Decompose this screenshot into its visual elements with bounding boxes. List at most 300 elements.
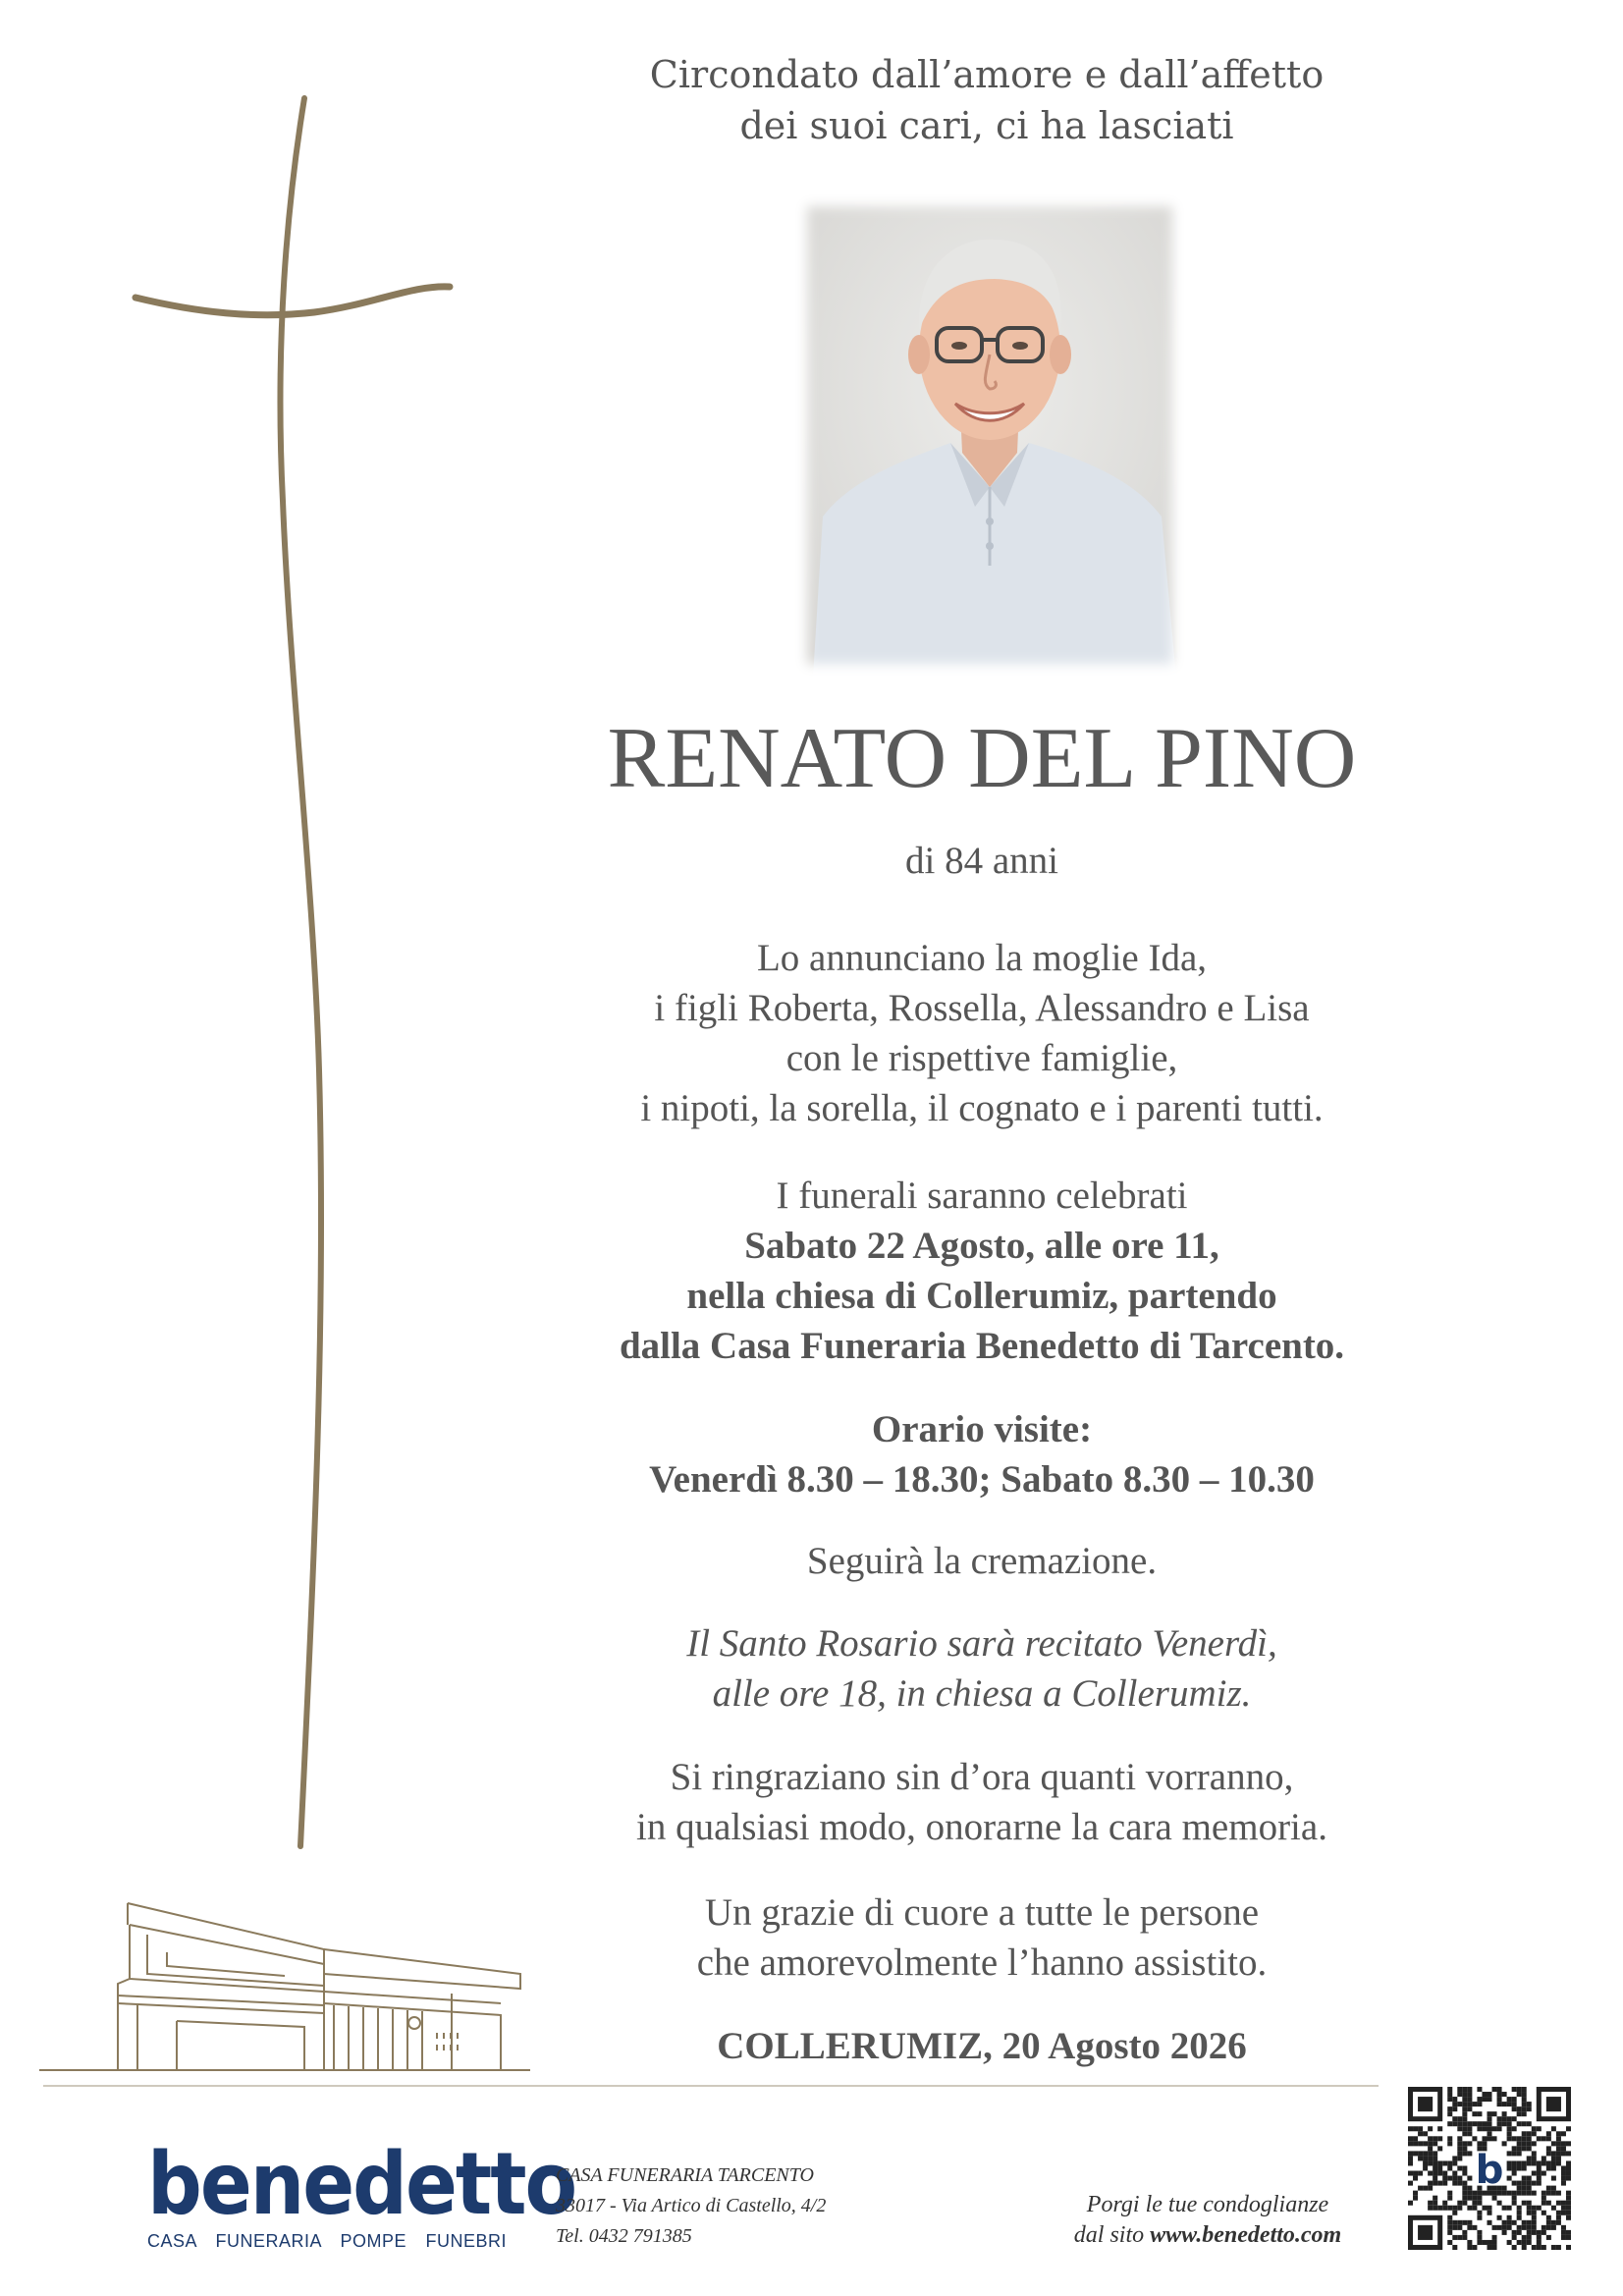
- qr-module: [1462, 2235, 1467, 2240]
- qr-module: [1512, 2136, 1517, 2141]
- qr-module: [1447, 2136, 1452, 2141]
- qr-module: [1522, 2102, 1527, 2106]
- qr-module: [1551, 2151, 1556, 2156]
- qr-module: [1542, 2196, 1546, 2201]
- qr-module: [1522, 2245, 1527, 2250]
- qr-module: [1517, 2160, 1522, 2165]
- qr-module: [1452, 2206, 1457, 2211]
- qr-module: [1546, 2160, 1551, 2165]
- qr-module: [1527, 2225, 1532, 2230]
- address-street: 33017 - Via Artico di Castello, 4/2: [556, 2195, 827, 2216]
- qr-module: [1566, 2245, 1571, 2250]
- qr-module: [1462, 2126, 1467, 2131]
- qr-module: [1542, 2171, 1546, 2176]
- qr-module: [1512, 2106, 1517, 2111]
- qr-center-logo: b: [1475, 2148, 1504, 2194]
- qr-module: [1566, 2151, 1571, 2156]
- qr-module: [1477, 2235, 1482, 2240]
- qr-module: [1507, 2206, 1512, 2211]
- intro-line: dei suoi cari, ci ha lasciati: [739, 104, 1234, 147]
- gratitude-line: Un grazie di cuore a tutte le persone: [704, 1891, 1260, 1934]
- qr-module: [1537, 2136, 1542, 2141]
- qr-module: [1462, 2201, 1467, 2206]
- qr-module: [1537, 2230, 1542, 2235]
- qr-module: [1482, 2126, 1487, 2131]
- qr-module: [1561, 2131, 1566, 2136]
- qr-module: [1517, 2165, 1522, 2170]
- qr-module: [1492, 2087, 1497, 2092]
- qr-module: [1527, 2201, 1532, 2206]
- qr-module: [1566, 2196, 1571, 2201]
- qr-module: [1512, 2087, 1517, 2092]
- qr-module: [1418, 2151, 1423, 2156]
- intro-line: Circondato dall’amore e dall’affetto: [649, 53, 1325, 96]
- qr-module: [1527, 2141, 1532, 2146]
- qr-module: [1447, 2092, 1452, 2097]
- qr-module: [1497, 2102, 1502, 2106]
- qr-module: [1522, 2235, 1527, 2240]
- qr-module: [1527, 2121, 1532, 2126]
- qr-module: [1522, 2141, 1527, 2146]
- qr-module: [1512, 2097, 1517, 2102]
- qr-module: [1457, 2201, 1462, 2206]
- qr-module: [1527, 2230, 1532, 2235]
- qr-module: [1551, 2160, 1556, 2165]
- qr-module: [1561, 2211, 1566, 2215]
- qr-module: [1532, 2211, 1537, 2215]
- qr-module: [1561, 2201, 1566, 2206]
- qr-module: [1472, 2196, 1477, 2201]
- funeral-details: [491, 1171, 1473, 1371]
- qr-module: [1537, 2245, 1542, 2250]
- qr-module: [1482, 2240, 1487, 2245]
- qr-module: [1537, 2181, 1542, 2186]
- qr-module: [1437, 2126, 1442, 2131]
- qr-module: [1532, 2151, 1537, 2156]
- qr-module: [1512, 2230, 1517, 2235]
- qr-module: [1428, 2141, 1433, 2146]
- qr-module: [1546, 2165, 1551, 2170]
- qr-module: [1487, 2245, 1491, 2250]
- qr-module: [1527, 2106, 1532, 2111]
- qr-module: [1452, 2116, 1457, 2121]
- qr-module: [1532, 2230, 1537, 2235]
- qr-module: [1408, 2201, 1413, 2206]
- qr-module: [1462, 2087, 1467, 2092]
- address-phone[interactable]: Tel. 0432 791385: [556, 2225, 692, 2247]
- condolences-line: Porgi le tue condoglianze: [1086, 2192, 1329, 2217]
- qr-module: [1561, 2146, 1566, 2151]
- qr-module: [1507, 2165, 1512, 2170]
- qr-module: [1472, 2111, 1477, 2116]
- qr-module: [1462, 2111, 1467, 2116]
- qr-module: [1418, 2131, 1423, 2136]
- qr-module: [1442, 2201, 1447, 2206]
- qr-module: [1527, 2160, 1532, 2165]
- qr-module: [1546, 2131, 1551, 2136]
- qr-module: [1433, 2201, 1437, 2206]
- qr-module: [1457, 2156, 1462, 2160]
- qr-module: [1477, 2126, 1482, 2131]
- qr-module: [1457, 2126, 1462, 2131]
- qr-finder: [1418, 2225, 1433, 2240]
- funeral-departure: dalla Casa Funeraria Benedetto di Tarcento.: [619, 1325, 1345, 1367]
- qr-module: [1447, 2165, 1452, 2170]
- qr-module: [1527, 2146, 1532, 2151]
- qr-module: [1532, 2131, 1537, 2136]
- qr-module: [1462, 2165, 1467, 2170]
- qr-module: [1507, 2240, 1512, 2245]
- qr-module: [1551, 2225, 1556, 2230]
- benedetto-logo: [147, 2135, 576, 2252]
- qr-module: [1487, 2126, 1491, 2131]
- qr-module: [1512, 2201, 1517, 2206]
- qr-module: [1452, 2225, 1457, 2230]
- logo-subtitle: CASA FUNERARIA POMPE FUNEBRI: [147, 2231, 508, 2251]
- qr-module: [1472, 2245, 1477, 2250]
- qr-module: [1542, 2201, 1546, 2206]
- qr-finder: [1418, 2097, 1433, 2111]
- qr-module: [1542, 2160, 1546, 2165]
- qr-module: [1428, 2136, 1433, 2141]
- qr-module: [1487, 2206, 1491, 2211]
- visiting-hours: [491, 1404, 1473, 1504]
- qr-module: [1413, 2191, 1418, 2196]
- qr-module: [1507, 2191, 1512, 2196]
- qr-module: [1462, 2097, 1467, 2102]
- qr-module: [1566, 2176, 1571, 2181]
- qr-module: [1482, 2206, 1487, 2211]
- qr-module: [1447, 2206, 1452, 2211]
- qr-module: [1556, 2220, 1561, 2225]
- qr-module: [1477, 2087, 1482, 2092]
- cremation-note: Seguirà la cremazione.: [806, 1540, 1158, 1582]
- qr-module: [1546, 2136, 1551, 2141]
- qr-module: [1467, 2131, 1472, 2136]
- qr-module: [1482, 2121, 1487, 2126]
- qr-module: [1537, 2171, 1542, 2176]
- qr-module: [1413, 2151, 1418, 2156]
- qr-module: [1408, 2136, 1413, 2141]
- qr-module: [1457, 2121, 1462, 2126]
- qr-module: [1556, 2201, 1561, 2206]
- qr-module: [1497, 2087, 1502, 2092]
- qr-module: [1433, 2156, 1437, 2160]
- qr-code-icon[interactable]: [1408, 2087, 1571, 2250]
- qr-module: [1551, 2206, 1556, 2211]
- qr-module: [1467, 2206, 1472, 2211]
- qr-module: [1477, 2201, 1482, 2206]
- qr-module: [1546, 2201, 1551, 2206]
- qr-module: [1492, 2111, 1497, 2116]
- qr-module: [1507, 2136, 1512, 2141]
- qr-module: [1532, 2126, 1537, 2131]
- family-line: i nipoti, la sorella, il cognato e i parenti tutti.: [640, 1087, 1324, 1129]
- qr-module: [1502, 2225, 1507, 2230]
- qr-module: [1546, 2191, 1551, 2196]
- qr-module: [1517, 2106, 1522, 2111]
- family-line: Lo annunciano la moglie Ida,: [756, 937, 1208, 979]
- qr-module: [1497, 2097, 1502, 2102]
- qr-module: [1477, 2211, 1482, 2215]
- qr-module: [1447, 2225, 1452, 2230]
- qr-module: [1566, 2171, 1571, 2176]
- qr-module: [1542, 2225, 1546, 2230]
- qr-module: [1418, 2186, 1423, 2191]
- qr-module: [1418, 2126, 1423, 2131]
- qr-module: [1477, 2097, 1482, 2102]
- qr-module: [1492, 2235, 1497, 2240]
- qr-module: [1546, 2215, 1551, 2220]
- qr-module: [1418, 2141, 1423, 2146]
- qr-module: [1462, 2181, 1467, 2186]
- qr-module: [1517, 2087, 1522, 2092]
- qr-module: [1517, 2191, 1522, 2196]
- qr-module: [1507, 2160, 1512, 2165]
- qr-module: [1507, 2151, 1512, 2156]
- website-link[interactable]: www.benedetto.com: [1150, 2222, 1342, 2248]
- qr-module: [1546, 2235, 1551, 2240]
- qr-module: [1527, 2235, 1532, 2240]
- qr-module: [1467, 2102, 1472, 2106]
- qr-module: [1492, 2136, 1497, 2141]
- qr-module: [1408, 2160, 1413, 2165]
- address-name: CASA FUNERARIA TARCENTO: [556, 2164, 814, 2186]
- qr-module: [1433, 2151, 1437, 2156]
- qr-module: [1447, 2240, 1452, 2245]
- qr-module: [1517, 2230, 1522, 2235]
- qr-module: [1462, 2230, 1467, 2235]
- qr-module: [1551, 2126, 1556, 2131]
- qr-module: [1423, 2141, 1428, 2146]
- funeral-home-address: [556, 2160, 826, 2252]
- qr-module: [1462, 2191, 1467, 2196]
- qr-module: [1467, 2176, 1472, 2181]
- qr-module: [1556, 2151, 1561, 2156]
- cross-icon: [118, 88, 471, 1856]
- qr-module: [1433, 2165, 1437, 2170]
- qr-module: [1566, 2206, 1571, 2211]
- qr-module: [1408, 2181, 1413, 2186]
- qr-module: [1556, 2160, 1561, 2165]
- qr-module: [1566, 2235, 1571, 2240]
- qr-module: [1487, 2121, 1491, 2126]
- condolences-prefix: dal sito: [1073, 2222, 1151, 2248]
- qr-module: [1517, 2181, 1522, 2186]
- qr-module: [1522, 2087, 1527, 2092]
- qr-module: [1532, 2156, 1537, 2160]
- qr-module: [1497, 2126, 1502, 2131]
- qr-module: [1512, 2191, 1517, 2196]
- qr-module: [1502, 2230, 1507, 2235]
- qr-module: [1497, 2201, 1502, 2206]
- qr-module: [1452, 2171, 1457, 2176]
- qr-module: [1507, 2097, 1512, 2102]
- qr-module: [1532, 2206, 1537, 2211]
- qr-module: [1452, 2245, 1457, 2250]
- qr-module: [1413, 2171, 1418, 2176]
- qr-module: [1512, 2116, 1517, 2121]
- qr-module: [1502, 2111, 1507, 2116]
- qr-module: [1561, 2171, 1566, 2176]
- qr-module: [1502, 2092, 1507, 2097]
- qr-module: [1512, 2245, 1517, 2250]
- qr-module: [1527, 2220, 1532, 2225]
- visiting-hours-title: Orario visite:: [871, 1408, 1093, 1450]
- condolences-line: [1031, 2220, 1384, 2251]
- qr-module: [1423, 2160, 1428, 2165]
- qr-module: [1561, 2235, 1566, 2240]
- qr-module: [1433, 2206, 1437, 2211]
- qr-module: [1457, 2225, 1462, 2230]
- qr-module: [1462, 2092, 1467, 2097]
- qr-module: [1423, 2165, 1428, 2170]
- qr-module: [1502, 2121, 1507, 2126]
- qr-module: [1477, 2230, 1482, 2235]
- qr-module: [1522, 2136, 1527, 2141]
- qr-module: [1537, 2176, 1542, 2181]
- qr-module: [1512, 2165, 1517, 2170]
- qr-module: [1423, 2151, 1428, 2156]
- qr-module: [1542, 2211, 1546, 2215]
- family-line: con le rispettive famiglie,: [785, 1037, 1178, 1079]
- qr-module: [1408, 2141, 1413, 2146]
- qr-finder: [1546, 2097, 1561, 2111]
- qr-module: [1433, 2160, 1437, 2165]
- qr-module: [1433, 2171, 1437, 2176]
- qr-module: [1551, 2141, 1556, 2146]
- qr-module: [1462, 2102, 1467, 2106]
- qr-module: [1457, 2181, 1462, 2186]
- qr-module: [1532, 2171, 1537, 2176]
- qr-module: [1467, 2186, 1472, 2191]
- qr-module: [1527, 2156, 1532, 2160]
- qr-module: [1527, 2131, 1532, 2136]
- qr-module: [1542, 2136, 1546, 2141]
- qr-module: [1457, 2141, 1462, 2146]
- portrait-image: [793, 192, 1186, 678]
- qr-module: [1561, 2230, 1566, 2235]
- qr-module: [1447, 2191, 1452, 2196]
- qr-module: [1522, 2131, 1527, 2136]
- qr-module: [1442, 2171, 1447, 2176]
- qr-module: [1467, 2097, 1472, 2102]
- qr-module: [1527, 2136, 1532, 2141]
- qr-module: [1472, 2201, 1477, 2206]
- qr-module: [1457, 2176, 1462, 2181]
- qr-module: [1452, 2156, 1457, 2160]
- qr-module: [1477, 2196, 1482, 2201]
- qr-module: [1487, 2097, 1491, 2102]
- qr-module: [1467, 2245, 1472, 2250]
- qr-module: [1477, 2121, 1482, 2126]
- funeral-home-building-icon: [39, 1895, 530, 2092]
- qr-module: [1433, 2181, 1437, 2186]
- qr-module: [1467, 2087, 1472, 2092]
- condolences-note: [1031, 2190, 1384, 2251]
- qr-module: [1447, 2111, 1452, 2116]
- qr-module: [1502, 2116, 1507, 2121]
- qr-module: [1487, 2220, 1491, 2225]
- qr-module: [1462, 2146, 1467, 2151]
- qr-module: [1556, 2211, 1561, 2215]
- qr-module: [1452, 2097, 1457, 2102]
- qr-module: [1482, 2141, 1487, 2146]
- qr-module: [1527, 2176, 1532, 2181]
- qr-module: [1462, 2141, 1467, 2146]
- qr-module: [1437, 2160, 1442, 2165]
- qr-module: [1522, 2240, 1527, 2245]
- qr-module: [1447, 2220, 1452, 2225]
- qr-module: [1428, 2171, 1433, 2176]
- qr-module: [1408, 2156, 1413, 2160]
- intro-text: [609, 49, 1365, 151]
- qr-module: [1433, 2176, 1437, 2181]
- qr-module: [1517, 2186, 1522, 2191]
- qr-module: [1447, 2230, 1452, 2235]
- logo-wordmark: benedetto: [147, 2135, 576, 2235]
- qr-module: [1428, 2160, 1433, 2165]
- qr-module: [1537, 2160, 1542, 2165]
- rosary-line: Il Santo Rosario sarà recitato Venerdì,: [686, 1622, 1277, 1665]
- qr-module: [1497, 2116, 1502, 2121]
- qr-module: [1556, 2136, 1561, 2141]
- qr-module: [1507, 2121, 1512, 2126]
- gratitude-line: che amorevolmente l’hanno assistito.: [696, 1941, 1268, 1984]
- qr-module: [1482, 2097, 1487, 2102]
- qr-module: [1507, 2220, 1512, 2225]
- qr-module: [1457, 2151, 1462, 2156]
- qr-module: [1537, 2126, 1542, 2131]
- qr-module: [1472, 2121, 1477, 2126]
- qr-module: [1462, 2121, 1467, 2126]
- qr-module: [1561, 2165, 1566, 2170]
- qr-module: [1537, 2206, 1542, 2211]
- qr-module: [1472, 2225, 1477, 2230]
- qr-module: [1517, 2240, 1522, 2245]
- qr-module: [1452, 2106, 1457, 2111]
- qr-module: [1532, 2160, 1537, 2165]
- qr-module: [1418, 2171, 1423, 2176]
- qr-module: [1522, 2160, 1527, 2165]
- qr-module: [1502, 2141, 1507, 2146]
- qr-module: [1423, 2156, 1428, 2160]
- thanks-note: [491, 1752, 1473, 1852]
- qr-module: [1527, 2211, 1532, 2215]
- qr-module: [1517, 2121, 1522, 2126]
- qr-module: [1467, 2126, 1472, 2131]
- qr-module: [1546, 2146, 1551, 2151]
- qr-module: [1527, 2181, 1532, 2186]
- qr-module: [1546, 2220, 1551, 2225]
- qr-module: [1428, 2186, 1433, 2191]
- qr-module: [1442, 2160, 1447, 2165]
- qr-module: [1522, 2220, 1527, 2225]
- qr-module: [1447, 2141, 1452, 2146]
- qr-module: [1566, 2165, 1571, 2170]
- qr-module: [1467, 2240, 1472, 2245]
- qr-module: [1452, 2235, 1457, 2240]
- qr-module: [1482, 2092, 1487, 2097]
- qr-module: [1546, 2225, 1551, 2230]
- qr-module: [1447, 2106, 1452, 2111]
- qr-module: [1497, 2225, 1502, 2230]
- qr-module: [1408, 2171, 1413, 2176]
- qr-module: [1532, 2215, 1537, 2220]
- qr-module: [1507, 2131, 1512, 2136]
- qr-module: [1428, 2156, 1433, 2160]
- qr-module: [1527, 2102, 1532, 2106]
